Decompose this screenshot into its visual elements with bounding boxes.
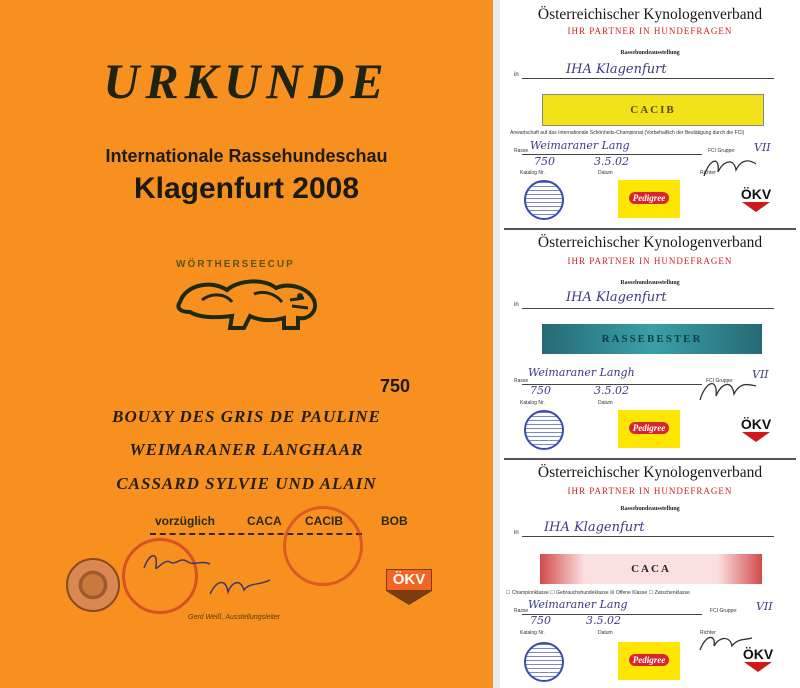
slip-catalog-value: 750	[530, 384, 551, 397]
slip-header: Österreichischer Kynologenverband	[537, 234, 763, 251]
slip-date-value: 3.5.02	[594, 384, 629, 397]
slip-header: Österreichischer Kynologenverband	[537, 6, 763, 23]
certificate-city-year: Klagenfurt 2008	[133, 172, 360, 205]
slip-catalog-value: 750	[534, 155, 555, 168]
slip-fci-value: VII	[754, 141, 771, 154]
okv-triangle-icon	[386, 591, 432, 605]
slip-caca	[500, 460, 800, 688]
slip-breed-handwritten: Weimaraner Langh	[528, 366, 635, 379]
slip-fci-value: VII	[752, 368, 769, 381]
slip-prefix: in	[514, 72, 519, 78]
slip-note: Anwartschaft auf das Internationale Schönheits-Championat (Vorbehaltlich der Bestätigung durch die FCI)	[510, 130, 745, 136]
slip-richter-label: Richter	[700, 170, 716, 176]
award-cacib: CACIB	[305, 514, 343, 528]
okv-logo	[738, 416, 774, 442]
slip-row-label: Rassehundeausstellung	[620, 280, 680, 286]
slip-breed-handwritten: Weimaraner Lang	[530, 139, 630, 152]
slip-underline	[522, 308, 774, 309]
signer-caption: Gerd Weiß, Ausstellungsleiter	[188, 614, 281, 621]
slip-breed-label: Rasse	[514, 608, 529, 614]
slip-fci-label: FCI Gruppe:	[706, 378, 734, 384]
okv-triangle-icon	[742, 202, 770, 212]
okv-logo-text: ÖKV	[740, 186, 772, 202]
slip-date-label: Datum	[598, 630, 613, 636]
slip-show-handwritten: IHA Klagenfurt	[544, 520, 645, 535]
round-stamp-icon	[283, 506, 363, 586]
dog-name: BOUXY DES GRIS DE PAULINE	[112, 407, 381, 426]
judge-signature-icon	[700, 150, 760, 184]
slip-row-label: Rassehundeausstellung	[620, 50, 680, 56]
slip-show-handwritten: IHA Klagenfurt	[566, 62, 667, 77]
award-slips	[500, 0, 800, 688]
pedigree-logo	[618, 180, 680, 218]
seal-stamp-icon	[66, 558, 120, 612]
okv-logo-text: ÖKV	[742, 646, 774, 662]
owners: CASSARD SYLVIE UND ALAIN	[116, 474, 377, 493]
pedigree-logo	[618, 642, 680, 680]
slip-underline	[522, 536, 774, 537]
slip-fci-value: VII	[756, 600, 773, 613]
slip-rassebester	[500, 230, 800, 456]
slip-date-value: 3.5.02	[586, 614, 621, 627]
okv-logo	[386, 569, 432, 605]
award-vorzueglich: vorzüglich	[155, 514, 216, 528]
slip-prefix: in	[514, 302, 519, 308]
certificate-title: URKUNDE	[103, 53, 390, 109]
certificate-subtitle: Internationale Rassehundeschau	[105, 146, 388, 166]
award-caca: CACA	[247, 514, 282, 528]
award-bob: BOB	[381, 514, 408, 528]
slip-underline	[522, 78, 774, 79]
okv-logo-text: ÖKV	[740, 416, 772, 432]
slip-show-handwritten: IHA Klagenfurt	[566, 290, 667, 305]
slip-award-band: CACA	[540, 554, 762, 584]
catalog-number: 750	[380, 376, 411, 396]
slip-fci-label: FCI Gruppe:	[710, 608, 738, 614]
pedigree-logo-text: Pedigree	[629, 192, 669, 204]
slip-tagline: IHR PARTNER IN HUNDEFRAGEN	[567, 486, 733, 496]
slip-catalog-label: Katalog Nr.	[520, 630, 545, 636]
slip-breed-label: Rasse	[514, 378, 529, 384]
slip-row-label: Rassehundeausstellung	[620, 506, 680, 512]
okv-logo	[740, 646, 776, 672]
slip-classes: ☐ Championklasse ☐ Gebrauchshundeklasse ☒ Offene Klasse ☐ Zwischenklasse	[506, 590, 690, 596]
slip-catalog-value: 750	[530, 614, 551, 627]
slip-cacib	[500, 0, 800, 228]
pedigree-logo-text: Pedigree	[629, 654, 669, 666]
slip-prefix: in	[514, 530, 519, 536]
slip-breed-label: Rasse	[514, 148, 529, 154]
okv-logo-text: ÖKV	[386, 569, 432, 591]
okv-triangle-icon	[744, 662, 772, 672]
slip-fci-label: FCI Gruppe:	[708, 148, 736, 154]
pedigree-logo	[618, 410, 680, 448]
slip-tagline: IHR PARTNER IN HUNDEFRAGEN	[567, 26, 733, 36]
pedigree-logo-text: Pedigree	[629, 422, 669, 434]
slip-tagline: IHR PARTNER IN HUNDEFRAGEN	[567, 256, 733, 266]
slip-date-label: Datum	[598, 400, 613, 406]
slip-header: Österreichischer Kynologenverband	[537, 464, 763, 481]
okv-logo	[738, 186, 774, 212]
fci-globe-icon	[524, 410, 564, 450]
slip-catalog-label: Katalog Nr.	[520, 400, 545, 406]
slip-award-band: CACIB	[542, 94, 764, 126]
breed: WEIMARANER LANGHAAR	[129, 440, 364, 459]
fci-globe-icon	[524, 642, 564, 682]
slip-richter-label: Richter	[700, 630, 716, 636]
slip-catalog-label: Katalog Nr.	[520, 170, 545, 176]
fci-globe-icon	[524, 180, 564, 220]
okv-triangle-icon	[742, 432, 770, 442]
signature-icon	[206, 572, 276, 602]
slip-date-label: Datum	[598, 170, 613, 176]
judge-signature-icon	[696, 370, 760, 410]
slip-award-band: RASSEBESTER	[542, 324, 762, 354]
slip-date-value: 3.5.02	[594, 155, 629, 168]
cup-label: WÖRTHERSEECUP	[176, 259, 295, 270]
slip-breed-handwritten: Weimaraner Lang	[528, 598, 628, 611]
dragon-logo-icon	[172, 272, 322, 334]
